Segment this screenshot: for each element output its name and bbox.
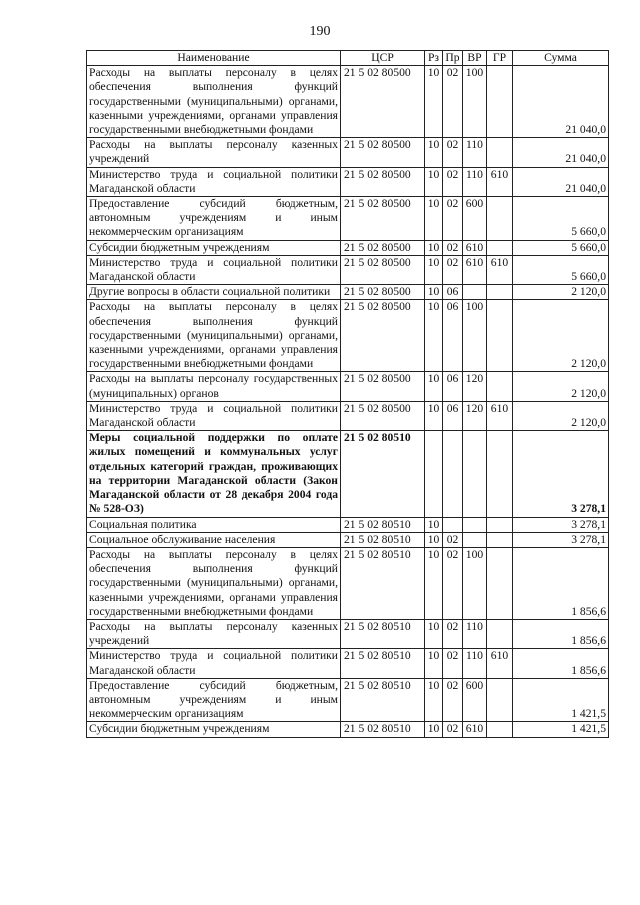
cell-csr: 21 5 02 80500 <box>341 197 425 241</box>
cell-gr <box>487 66 513 138</box>
cell-rz: 10 <box>425 547 443 619</box>
table-row <box>87 255 609 284</box>
cell-name: Расходы на выплаты персоналу казенных учреждений <box>87 619 341 648</box>
table-row <box>87 300 609 372</box>
cell-name: Расходы на выплаты персоналу казенных учреждений <box>87 138 341 167</box>
cell-sum: 1 856,6 <box>513 619 609 648</box>
cell-sum: 1 856,6 <box>513 547 609 619</box>
cell-csr: 21 5 02 80510 <box>341 649 425 678</box>
cell-gr <box>487 300 513 372</box>
cell-gr <box>487 431 513 517</box>
cell-vr: 610 <box>463 240 487 255</box>
cell-name: Расходы на выплаты персоналу в целях обеспечения выполнения функций государственными (муниципальными) органами, казенными учреждениями, органами управления государственными внебюджетными фондами <box>87 300 341 372</box>
table-row <box>87 619 609 648</box>
cell-csr: 21 5 02 80510 <box>341 619 425 648</box>
cell-gr <box>487 532 513 547</box>
cell-pr <box>443 431 463 517</box>
cell-rz: 10 <box>425 138 443 167</box>
cell-name: Социальная политика <box>87 517 341 532</box>
header-rz: Рз <box>425 51 443 66</box>
cell-csr: 21 5 02 80510 <box>341 547 425 619</box>
cell-sum: 21 040,0 <box>513 167 609 196</box>
cell-csr: 21 5 02 80510 <box>341 722 425 737</box>
cell-gr <box>487 547 513 619</box>
cell-csr: 21 5 02 80500 <box>341 285 425 300</box>
cell-pr: 02 <box>443 167 463 196</box>
cell-name: Субсидии бюджетным учреждениям <box>87 240 341 255</box>
cell-rz: 10 <box>425 722 443 737</box>
cell-gr <box>487 517 513 532</box>
cell-name: Меры социальной поддержки по оплате жилых помещений и коммунальных услуг отдельных категорий граждан, проживающих на территории Магаданской области (Закон Магаданской области от 28 декабря 2004 года № 528-ОЗ) <box>87 431 341 517</box>
cell-gr <box>487 722 513 737</box>
cell-sum: 5 660,0 <box>513 197 609 241</box>
cell-rz: 10 <box>425 300 443 372</box>
cell-sum: 2 120,0 <box>513 300 609 372</box>
cell-rz: 10 <box>425 167 443 196</box>
cell-sum: 21 040,0 <box>513 138 609 167</box>
cell-sum: 5 660,0 <box>513 255 609 284</box>
cell-gr: 610 <box>487 167 513 196</box>
cell-sum: 2 120,0 <box>513 401 609 430</box>
cell-sum: 3 278,1 <box>513 431 609 517</box>
table-row <box>87 547 609 619</box>
header-gr: ГР <box>487 51 513 66</box>
budget-table <box>86 50 609 738</box>
cell-name: Социальное обслуживание населения <box>87 532 341 547</box>
cell-vr: 110 <box>463 138 487 167</box>
header-pr: Пр <box>443 51 463 66</box>
cell-name: Расходы на выплаты персоналу государственных (муниципальных) органов <box>87 372 341 401</box>
cell-csr: 21 5 02 80500 <box>341 300 425 372</box>
cell-csr: 21 5 02 80500 <box>341 401 425 430</box>
cell-rz: 10 <box>425 649 443 678</box>
cell-sum: 21 040,0 <box>513 66 609 138</box>
cell-vr: 110 <box>463 619 487 648</box>
cell-csr: 21 5 02 80500 <box>341 167 425 196</box>
cell-vr: 100 <box>463 547 487 619</box>
cell-sum: 3 278,1 <box>513 532 609 547</box>
cell-vr: 600 <box>463 678 487 722</box>
cell-gr <box>487 285 513 300</box>
cell-name: Расходы на выплаты персоналу в целях обеспечения выполнения функций государственными (муниципальными) органами, казенными учреждениями, органами управления государственными внебюджетными фондами <box>87 66 341 138</box>
cell-csr: 21 5 02 80510 <box>341 517 425 532</box>
cell-sum: 1 856,6 <box>513 649 609 678</box>
cell-pr: 02 <box>443 649 463 678</box>
cell-pr: 02 <box>443 547 463 619</box>
cell-name: Министерство труда и социальной политики Магаданской области <box>87 401 341 430</box>
cell-name: Министерство труда и социальной политики Магаданской области <box>87 255 341 284</box>
cell-rz: 10 <box>425 240 443 255</box>
cell-sum: 3 278,1 <box>513 517 609 532</box>
table-row <box>87 372 609 401</box>
cell-gr <box>487 678 513 722</box>
page-number: 190 <box>309 24 331 39</box>
cell-rz: 10 <box>425 678 443 722</box>
cell-csr: 21 5 02 80500 <box>341 138 425 167</box>
cell-csr: 21 5 02 80500 <box>341 66 425 138</box>
cell-gr <box>487 240 513 255</box>
cell-rz <box>425 431 443 517</box>
cell-pr: 02 <box>443 255 463 284</box>
table-row <box>87 167 609 196</box>
cell-vr: 120 <box>463 401 487 430</box>
cell-pr: 06 <box>443 300 463 372</box>
header-vr: ВР <box>463 51 487 66</box>
cell-rz: 10 <box>425 517 443 532</box>
cell-vr <box>463 431 487 517</box>
cell-gr: 610 <box>487 255 513 284</box>
cell-gr <box>487 372 513 401</box>
cell-vr <box>463 285 487 300</box>
header-csr: ЦСР <box>341 51 425 66</box>
cell-vr <box>463 532 487 547</box>
cell-csr: 21 5 02 80500 <box>341 372 425 401</box>
cell-csr: 21 5 02 80500 <box>341 240 425 255</box>
cell-gr <box>487 197 513 241</box>
cell-pr: 06 <box>443 285 463 300</box>
table-row <box>87 678 609 722</box>
table-row <box>87 240 609 255</box>
cell-vr: 100 <box>463 66 487 138</box>
cell-csr: 21 5 02 80510 <box>341 431 425 517</box>
table-row <box>87 285 609 300</box>
table-row <box>87 517 609 532</box>
table-row <box>87 649 609 678</box>
cell-gr <box>487 138 513 167</box>
cell-vr: 110 <box>463 167 487 196</box>
cell-gr <box>487 619 513 648</box>
cell-name: Субсидии бюджетным учреждениям <box>87 722 341 737</box>
cell-pr: 02 <box>443 619 463 648</box>
cell-rz: 10 <box>425 66 443 138</box>
header-sum: Сумма <box>513 51 609 66</box>
table-row <box>87 197 609 241</box>
cell-name: Министерство труда и социальной политики Магаданской области <box>87 649 341 678</box>
table-row <box>87 532 609 547</box>
header-name: Наименование <box>87 51 341 66</box>
cell-csr: 21 5 02 80500 <box>341 255 425 284</box>
cell-vr: 100 <box>463 300 487 372</box>
cell-sum: 1 421,5 <box>513 678 609 722</box>
cell-csr: 21 5 02 80510 <box>341 678 425 722</box>
cell-rz: 10 <box>425 619 443 648</box>
cell-vr: 610 <box>463 722 487 737</box>
cell-name: Расходы на выплаты персоналу в целях обеспечения выполнения функций государственными (муниципальными) органами, казенными учреждениями, органами управления государственными внебюджетными фондами <box>87 547 341 619</box>
cell-pr: 06 <box>443 372 463 401</box>
cell-pr: 02 <box>443 197 463 241</box>
cell-rz: 10 <box>425 285 443 300</box>
cell-vr: 600 <box>463 197 487 241</box>
cell-vr: 610 <box>463 255 487 284</box>
cell-name: Предоставление субсидий бюджетным, автономным учреждениям и иным некоммерческим организациям <box>87 197 341 241</box>
table-row <box>87 66 609 138</box>
cell-name: Министерство труда и социальной политики Магаданской области <box>87 167 341 196</box>
cell-rz: 10 <box>425 255 443 284</box>
cell-pr: 02 <box>443 240 463 255</box>
cell-sum: 2 120,0 <box>513 372 609 401</box>
cell-pr: 02 <box>443 66 463 138</box>
cell-rz: 10 <box>425 372 443 401</box>
cell-gr: 610 <box>487 401 513 430</box>
table-row <box>87 431 609 517</box>
cell-sum: 2 120,0 <box>513 285 609 300</box>
cell-rz: 10 <box>425 532 443 547</box>
cell-pr: 02 <box>443 678 463 722</box>
cell-sum: 5 660,0 <box>513 240 609 255</box>
cell-name: Предоставление субсидий бюджетным, автономным учреждениям и иным некоммерческим организациям <box>87 678 341 722</box>
table-row <box>87 138 609 167</box>
cell-pr: 02 <box>443 138 463 167</box>
cell-pr <box>443 517 463 532</box>
cell-vr <box>463 517 487 532</box>
cell-pr: 02 <box>443 532 463 547</box>
table-row <box>87 401 609 430</box>
cell-sum: 1 421,5 <box>513 722 609 737</box>
cell-pr: 02 <box>443 722 463 737</box>
table-row <box>87 722 609 737</box>
cell-rz: 10 <box>425 401 443 430</box>
cell-pr: 06 <box>443 401 463 430</box>
cell-vr: 120 <box>463 372 487 401</box>
table-header-row <box>87 51 609 66</box>
cell-vr: 110 <box>463 649 487 678</box>
cell-gr: 610 <box>487 649 513 678</box>
cell-rz: 10 <box>425 197 443 241</box>
cell-csr: 21 5 02 80510 <box>341 532 425 547</box>
cell-name: Другие вопросы в области социальной политики <box>87 285 341 300</box>
